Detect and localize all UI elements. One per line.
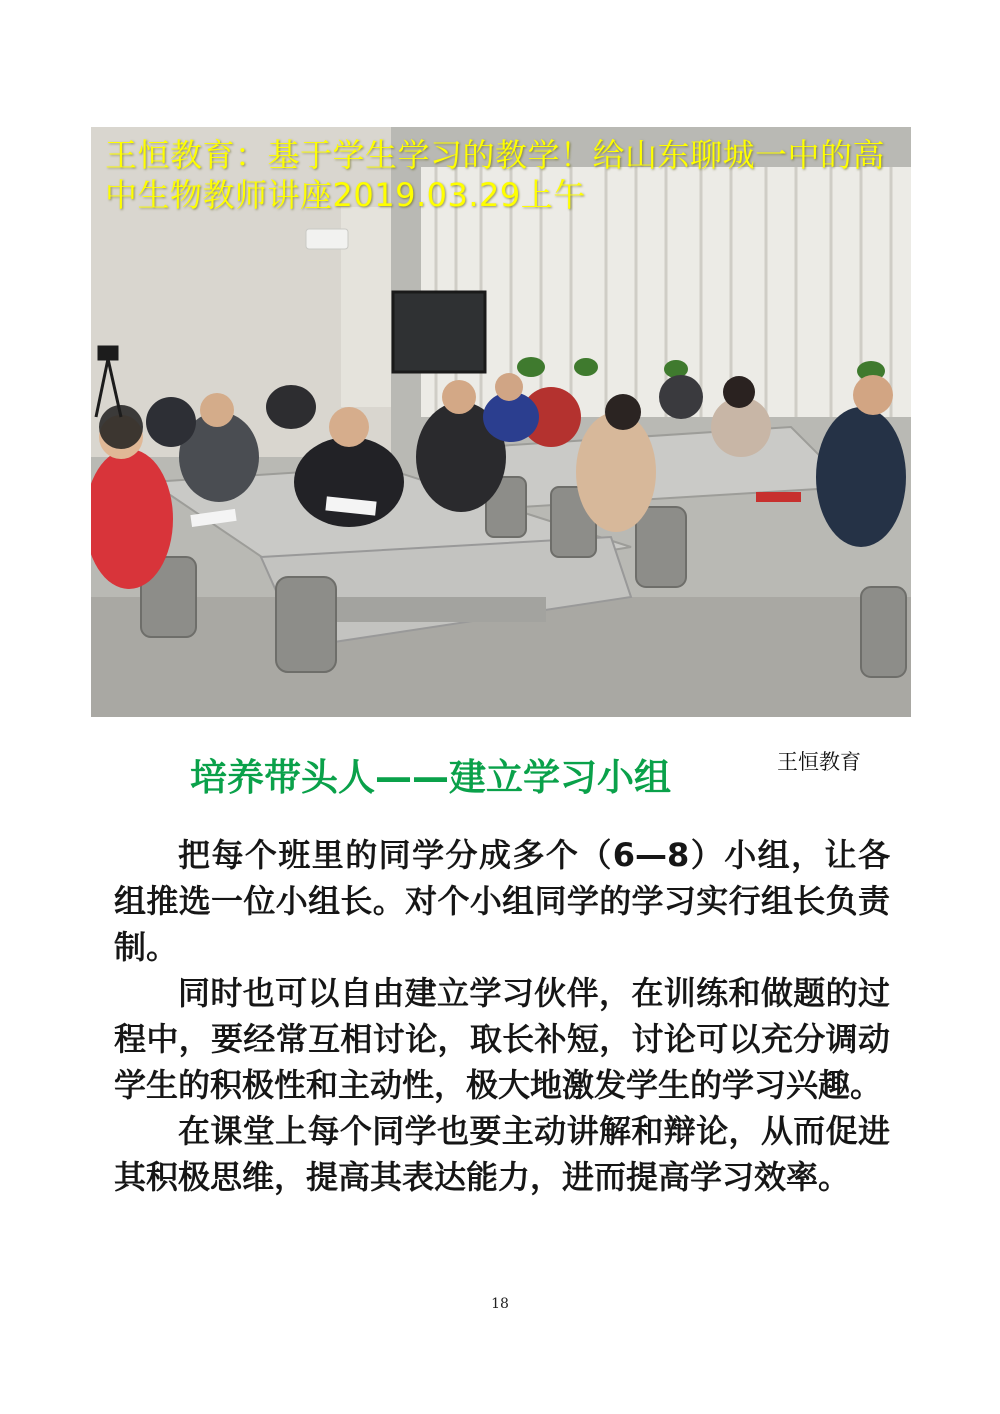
paragraph: 把每个班里的同学分成多个（6—8）小组，让各组推选一位小组长。对个小组同学的学习实行组长负责制。 [114, 836, 890, 966]
display-screen [393, 292, 485, 372]
paragraph: 同时也可以自由建立学习伙伴，在训练和做题的过程中，要经常互相讨论，取长补短，讨论可以充分调动学生的积极性和主动性，极大地激发学生的学习兴趣。 [114, 974, 890, 1104]
page-number: 18 [491, 1296, 509, 1312]
photo-caption: 王恒教育：基于学生学习的教学！给山东聊城一中的高中生物教师讲座2019.03.29上午 [105, 136, 886, 214]
classroom-photo [91, 127, 911, 717]
paragraph: 在课堂上每个同学也要主动讲解和辩论，从而促进其积极思维，提高其表达能力，进而提高学习效率。 [114, 1112, 890, 1196]
brand-label: 王恒教育 [777, 750, 861, 774]
section-heading: 培养带头人——建立学习小组 [190, 756, 671, 799]
classroom-scene [91, 127, 911, 717]
article-body [114, 832, 890, 1200]
air-conditioner [306, 229, 348, 249]
